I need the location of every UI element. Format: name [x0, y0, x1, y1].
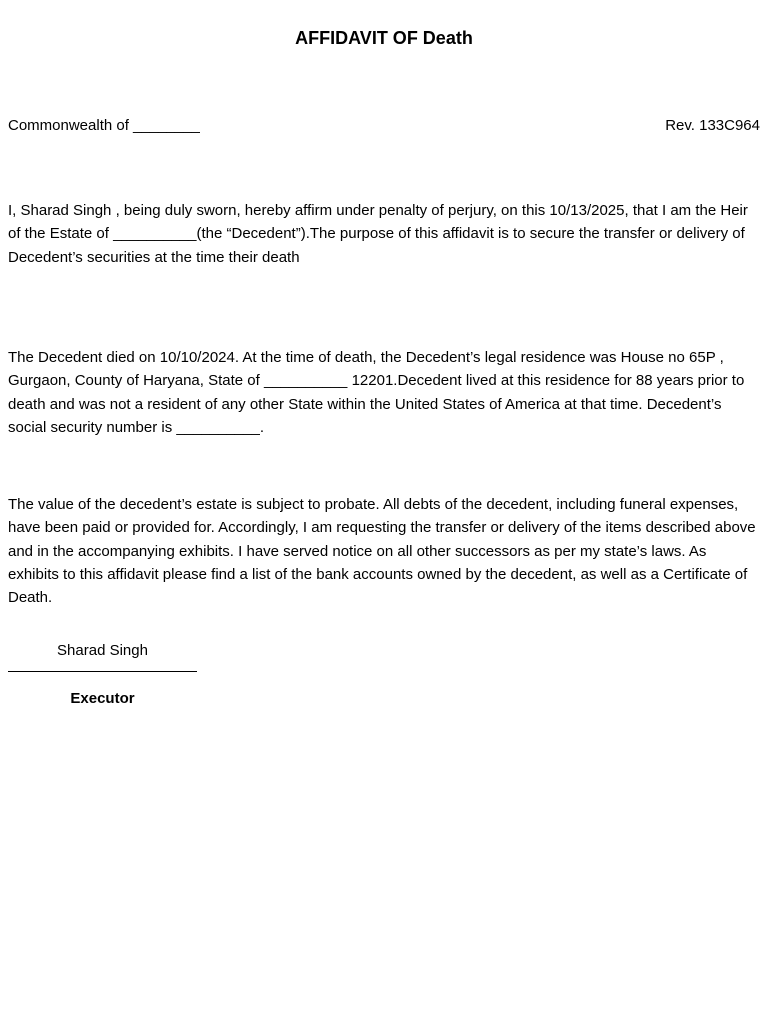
signature-line — [8, 671, 197, 672]
signer-name: Sharad Singh — [57, 642, 148, 659]
affirmation-paragraph: I, Sharad Singh , being duly sworn, hereby affirm under penalty of perjury, on this 10/13/2025, that I am the Heir of the Estate of __________(the “Decedent”).The purpose of this affidavit is to secure the transfer or delivery of Decedent’s securities at the time their death — [8, 202, 748, 266]
estate-paragraph: The value of the decedent’s estate is subject to probate. All debts of the decedent, including funeral expenses, have been paid or provided for. Accordingly, I am requesting the transfer or delivery of the items described above and in the accompanying exhibits. I have served notice on all other successors as per my state’s laws. As exhibits to this affidavit please find a list of the bank accounts owned by the decedent, as well as a Certificate of Death. — [8, 496, 756, 607]
header-row — [8, 116, 760, 136]
revision-code: Rev. 133C964 — [665, 117, 760, 134]
jurisdiction-line: Commonwealth of ________ — [8, 117, 200, 134]
signer-role: Executor — [70, 690, 135, 707]
document-title: AFFIDAVIT OF Death — [295, 28, 473, 48]
signature-block — [8, 641, 197, 709]
residence-paragraph: The Decedent died on 10/10/2024. At the time of death, the Decedent’s legal residence was House no 65P , Gurgaon, County of Haryana, State of __________ 12201.Decedent lived at this residence for 88 years prior to death and was not a resident of any other State within the United States of America at that time. Decedent’s social security number is __________. — [8, 349, 745, 436]
